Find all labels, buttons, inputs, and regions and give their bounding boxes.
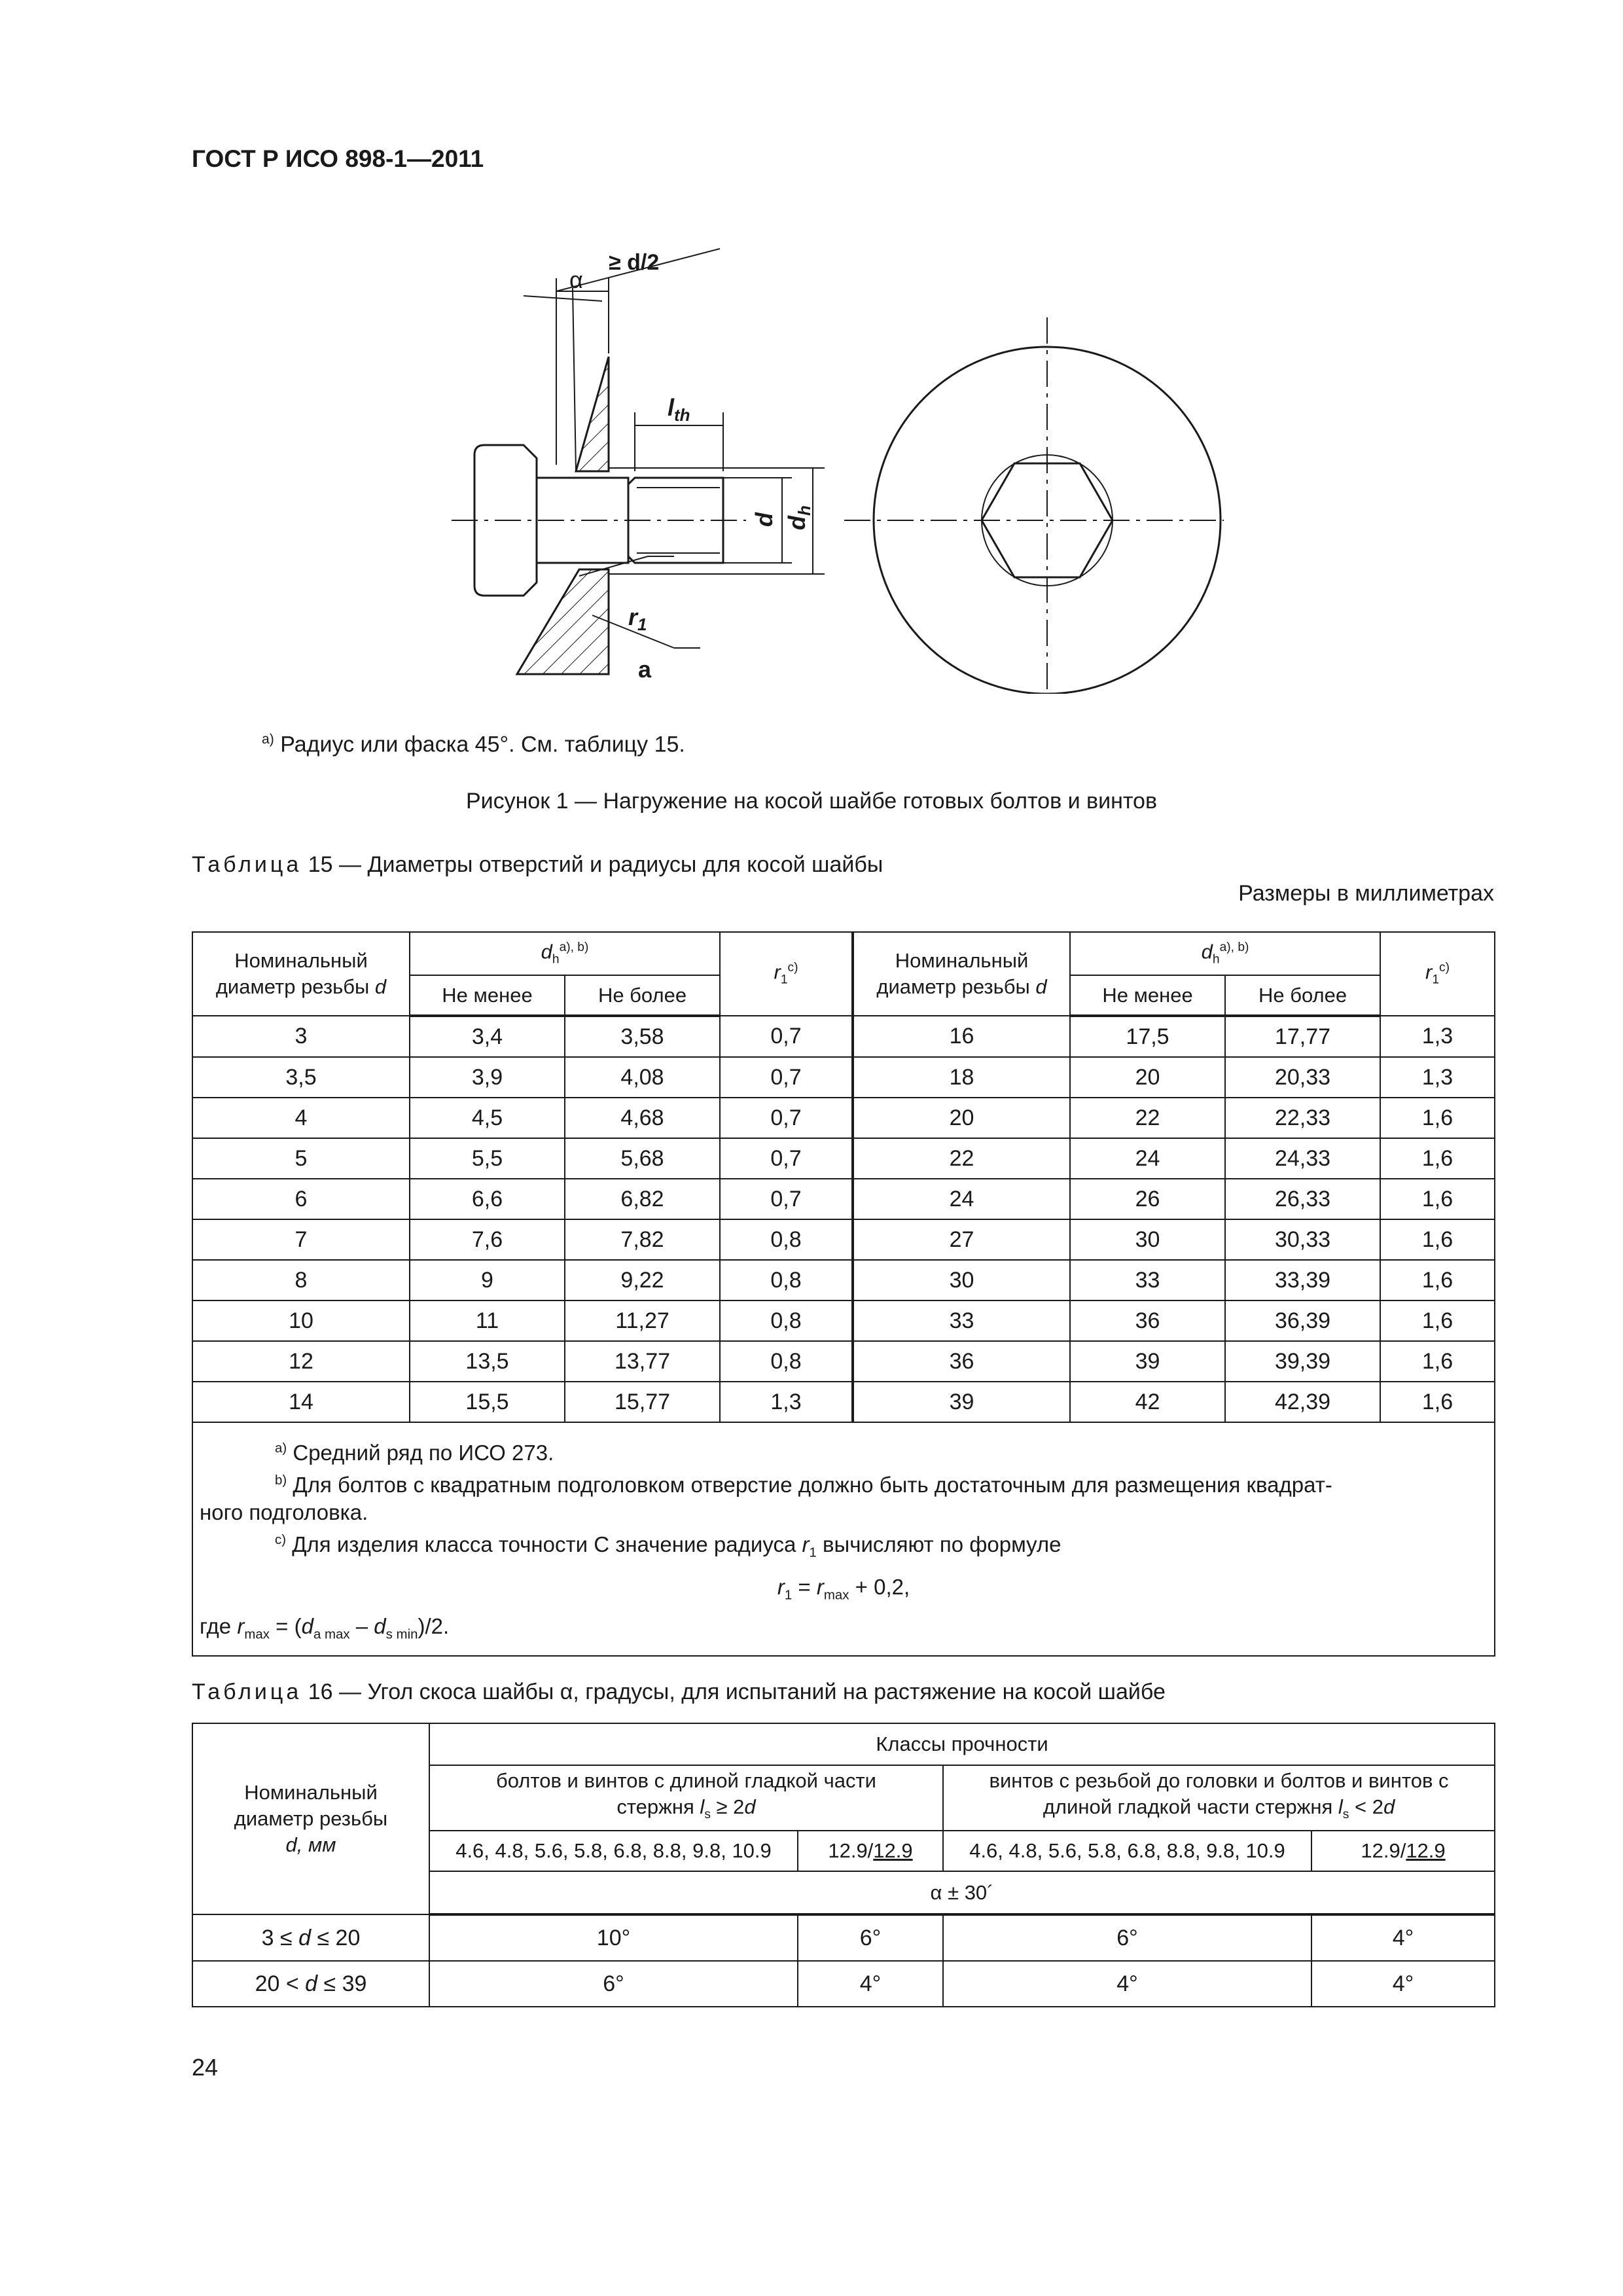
t16-header-classes-list-2: 4.6, 4.8, 5.6, 5.8, 6.8, 8.8, 9.8, 10.9 <box>943 1831 1311 1871</box>
label-dh: d <box>783 516 810 530</box>
table15-cell: 36,39 <box>1225 1300 1380 1341</box>
table15-row <box>192 1057 1495 1098</box>
table15-cell: 42,39 <box>1225 1382 1380 1422</box>
table15-cell: 22 <box>853 1138 1070 1179</box>
table15-cell: 1,6 <box>1380 1300 1495 1341</box>
t16-row <box>192 1914 1495 1961</box>
table15-cell: 15,77 <box>565 1382 720 1422</box>
note-b: $^{b)}$ Для болтов с квадратным подголовком отверстие должно быть достаточным для размещения квадрат- <box>275 1473 1332 1497</box>
svg-text:r1 <box>628 603 647 634</box>
table15-cell: 3,9 <box>410 1057 565 1098</box>
t15-header-dh-2: $d_h^{a), b)}$ <box>1070 932 1380 975</box>
table15-cell: 33,39 <box>1225 1260 1380 1300</box>
table15-row <box>192 1260 1495 1300</box>
table16-title <box>192 1679 1166 1705</box>
table15-cell: 13,5 <box>410 1341 565 1382</box>
t16-cell: 4° <box>1311 1961 1495 2007</box>
label-r1: r <box>628 603 638 630</box>
table15-title-rest: 15 — Диаметры отверстий и радиусы для косой шайбы <box>302 852 883 877</box>
table15-cell: 16 <box>853 1016 1070 1057</box>
table15-cell: 0,8 <box>720 1341 853 1382</box>
table15-cell: 20 <box>853 1098 1070 1138</box>
table15-cell: 8 <box>192 1260 410 1300</box>
t16-cell: 6° <box>798 1914 943 1961</box>
t16-cell: 4° <box>798 1961 943 2007</box>
label-alpha: α <box>569 266 583 293</box>
table15-cell: 5 <box>192 1138 410 1179</box>
table15-cell: 3 <box>192 1016 410 1057</box>
figure-caption: Рисунок 1 — Нагружение на косой шайбе готовых болтов и винтов <box>465 789 1158 814</box>
table15-cell: 1,3 <box>720 1382 853 1422</box>
t16-cell: 6° <box>943 1914 1311 1961</box>
table16-title-prefix: Таблица <box>192 1679 302 1704</box>
document-header: ГОСТ Р ИСО 898-1—2011 <box>192 145 484 172</box>
label-min-half-d: ≥ d/2 <box>609 250 660 275</box>
table15-cell: 4,5 <box>410 1098 565 1138</box>
table15-cell: 39,39 <box>1225 1341 1380 1382</box>
table15-cell: 15,5 <box>410 1382 565 1422</box>
table15-cell: 5,68 <box>565 1138 720 1179</box>
table15-cell: 10 <box>192 1300 410 1341</box>
table15-cell: 0,7 <box>720 1016 853 1057</box>
table15-cell: 1,6 <box>1380 1260 1495 1300</box>
t16-header-group1: болтов и винтов с длиной гладкой части стержня $l_s \ge 2d$ <box>429 1765 943 1831</box>
table16-title-rest: 16 — Угол скоса шайбы α, градусы, для испытаний на растяжение на косой шайбе <box>302 1679 1166 1704</box>
figure-footnote <box>262 732 685 757</box>
table15-row <box>192 1341 1495 1382</box>
t16-cell: 6° <box>429 1961 798 2007</box>
note-a: $^{a)}$ Средний ряд по ИСО 273. <box>275 1441 554 1465</box>
table15-title <box>192 852 883 878</box>
t15-header-nominal: Номинальный диаметр резьбы d <box>192 932 410 1016</box>
table15-cell: 17,5 <box>1070 1016 1225 1057</box>
table15-cell: 7,82 <box>565 1219 720 1260</box>
table15-cell: 30,33 <box>1225 1219 1380 1260</box>
table15-cell: 36 <box>1070 1300 1225 1341</box>
table15-cell: 9,22 <box>565 1260 720 1300</box>
table15-units: Размеры в миллиметрах <box>1238 881 1494 906</box>
table15-cell: 33 <box>1070 1260 1225 1300</box>
page-number: 24 <box>192 2054 219 2081</box>
table15-row <box>192 1219 1495 1260</box>
table15-cell: 0,7 <box>720 1179 853 1219</box>
table15-cell: 7 <box>192 1219 410 1260</box>
t15-header-min: Не менее <box>410 975 565 1016</box>
table15-cell: 3,58 <box>565 1016 720 1057</box>
footnote-text: Радиус или фаска 45°. См. таблицу 15. <box>274 732 685 757</box>
table15-cell: 1,3 <box>1380 1057 1495 1098</box>
table15-cell: 0,8 <box>720 1219 853 1260</box>
table15-cell: 26 <box>1070 1179 1225 1219</box>
table15-cell: 0,8 <box>720 1300 853 1341</box>
t16-header-nominal: Номинальный диаметр резьбы d, мм <box>192 1723 429 1914</box>
table15-cell: 14 <box>192 1382 410 1422</box>
table15-cell: 22,33 <box>1225 1098 1380 1138</box>
t15-header-nominal-2: Номинальный диаметр резьбы d <box>853 932 1070 1016</box>
label-d: d <box>751 512 777 527</box>
label-a: a <box>638 656 652 683</box>
table15-cell: 30 <box>853 1260 1070 1300</box>
label-r1-sub: 1 <box>637 615 647 634</box>
table15-cell: 1,6 <box>1380 1219 1495 1260</box>
t16-header-classes: Классы прочности <box>429 1723 1495 1765</box>
t15-header-min-2: Не менее <box>1070 975 1225 1016</box>
t16-cell: 4° <box>943 1961 1311 2007</box>
table15-cell: 20,33 <box>1225 1057 1380 1098</box>
table15-cell: 0,7 <box>720 1138 853 1179</box>
label-lth-sub: th <box>674 405 690 425</box>
table15-cell: 1,6 <box>1380 1138 1495 1179</box>
table15-cell: 3,5 <box>192 1057 410 1098</box>
note-formula: $r_1 = r_{max} + 0,2$, <box>777 1574 910 1603</box>
note-c: $^{c)}$ Для изделия класса точности С значение радиуса $r_1$ вычисляют по формуле <box>275 1532 1061 1560</box>
t16-cell: 4° <box>1311 1914 1495 1961</box>
table15-cell: 6 <box>192 1179 410 1219</box>
table15-row <box>192 1138 1495 1179</box>
t16-cell-range: 3 ≤ d ≤ 20 <box>192 1914 429 1961</box>
table15-cell: 24,33 <box>1225 1138 1380 1179</box>
table15-cell: 5,5 <box>410 1138 565 1179</box>
table15-cell: 24 <box>853 1179 1070 1219</box>
table15-cell: 20 <box>1070 1057 1225 1098</box>
footnote-mark: a) <box>262 732 274 747</box>
table15-cell: 39 <box>1070 1341 1225 1382</box>
label-lth: l <box>668 394 675 421</box>
table15-cell: 7,6 <box>410 1219 565 1260</box>
t15-header-max: Не более <box>565 975 720 1016</box>
table15-cell: 4,08 <box>565 1057 720 1098</box>
table15-title-prefix: Таблица <box>192 852 302 877</box>
t16-header-tolerance: α ± 30´ <box>429 1871 1495 1914</box>
bolt-top-view <box>844 317 1224 694</box>
t15-header-dh: $d_h^{a), b)}$ <box>410 932 720 975</box>
table15-cell: 18 <box>853 1057 1070 1098</box>
table15-row <box>192 1300 1495 1341</box>
t16-row <box>192 1961 1495 2007</box>
table15-cell: 3,4 <box>410 1016 565 1057</box>
table15-row <box>192 1016 1495 1057</box>
table15-cell: 33 <box>853 1300 1070 1341</box>
table15-cell: 39 <box>853 1382 1070 1422</box>
table15-cell: 11 <box>410 1300 565 1341</box>
table15-cell: 36 <box>853 1341 1070 1382</box>
table15-cell: 0,7 <box>720 1098 853 1138</box>
table15-cell: 0,7 <box>720 1057 853 1098</box>
table15-cell: 27 <box>853 1219 1070 1260</box>
table15 <box>192 931 1495 1657</box>
table15-row <box>192 1179 1495 1219</box>
table15-cell: 11,27 <box>565 1300 720 1341</box>
table15-row <box>192 1098 1495 1138</box>
t16-header-class-129-2: 12.9/12.9 <box>1311 1831 1495 1871</box>
label-dh-sub: h <box>794 505 814 516</box>
table15-row <box>192 1382 1495 1422</box>
table15-cell: 22 <box>1070 1098 1225 1138</box>
table15-cell: 6,82 <box>565 1179 720 1219</box>
table15-cell: 1,6 <box>1380 1382 1495 1422</box>
t16-header-classes-list-1: 4.6, 4.8, 5.6, 5.8, 6.8, 8.8, 9.8, 10.9 <box>429 1831 798 1871</box>
table15-cell: 9 <box>410 1260 565 1300</box>
note-b-cont: ного подголовка. <box>200 1500 368 1524</box>
table15-cell: 4,68 <box>565 1098 720 1138</box>
svg-text:dh <box>783 505 814 530</box>
table15-cell: 6,6 <box>410 1179 565 1219</box>
bolt-side-view <box>474 357 723 674</box>
table15-cell: 13,77 <box>565 1341 720 1382</box>
svg-text:lth <box>668 394 690 425</box>
t15-notes <box>192 1422 1495 1656</box>
table15-cell: 1,6 <box>1380 1179 1495 1219</box>
table15-cell: 4 <box>192 1098 410 1138</box>
table15-cell: 24 <box>1070 1138 1225 1179</box>
table16 <box>192 1723 1495 2007</box>
table15-cell: 1,6 <box>1380 1341 1495 1382</box>
table15-cell: 12 <box>192 1341 410 1382</box>
table15-cell: 42 <box>1070 1382 1225 1422</box>
table15-cell: 26,33 <box>1225 1179 1380 1219</box>
dimension-lines <box>452 249 825 648</box>
t15-header-r1-2: $r_1^{c)}$ <box>1380 932 1495 1016</box>
table15-cell: 1,3 <box>1380 1016 1495 1057</box>
table15-cell: 17,77 <box>1225 1016 1380 1057</box>
t15-header-r1: $r_1^{c)}$ <box>720 932 853 1016</box>
t16-cell: 10° <box>429 1914 798 1961</box>
table15-cell: 0,8 <box>720 1260 853 1300</box>
t16-header-class-129-1: 12.9/12.9 <box>798 1831 943 1871</box>
table15-cell: 30 <box>1070 1219 1225 1260</box>
t16-cell-range: 20 < d ≤ 39 <box>192 1961 429 2007</box>
t15-header-max-2: Не более <box>1225 975 1380 1016</box>
table15-cell: 1,6 <box>1380 1098 1495 1138</box>
t16-header-group2: винтов с резьбой до головки и болтов и винтов с длиной гладкой части стержня $l_s < 2d$ <box>943 1765 1495 1831</box>
note-where: где $r_{max} = (d_{a max} - d_{s min})/2$. <box>200 1614 450 1642</box>
figure-bolt-wedge-loading <box>438 223 1224 694</box>
